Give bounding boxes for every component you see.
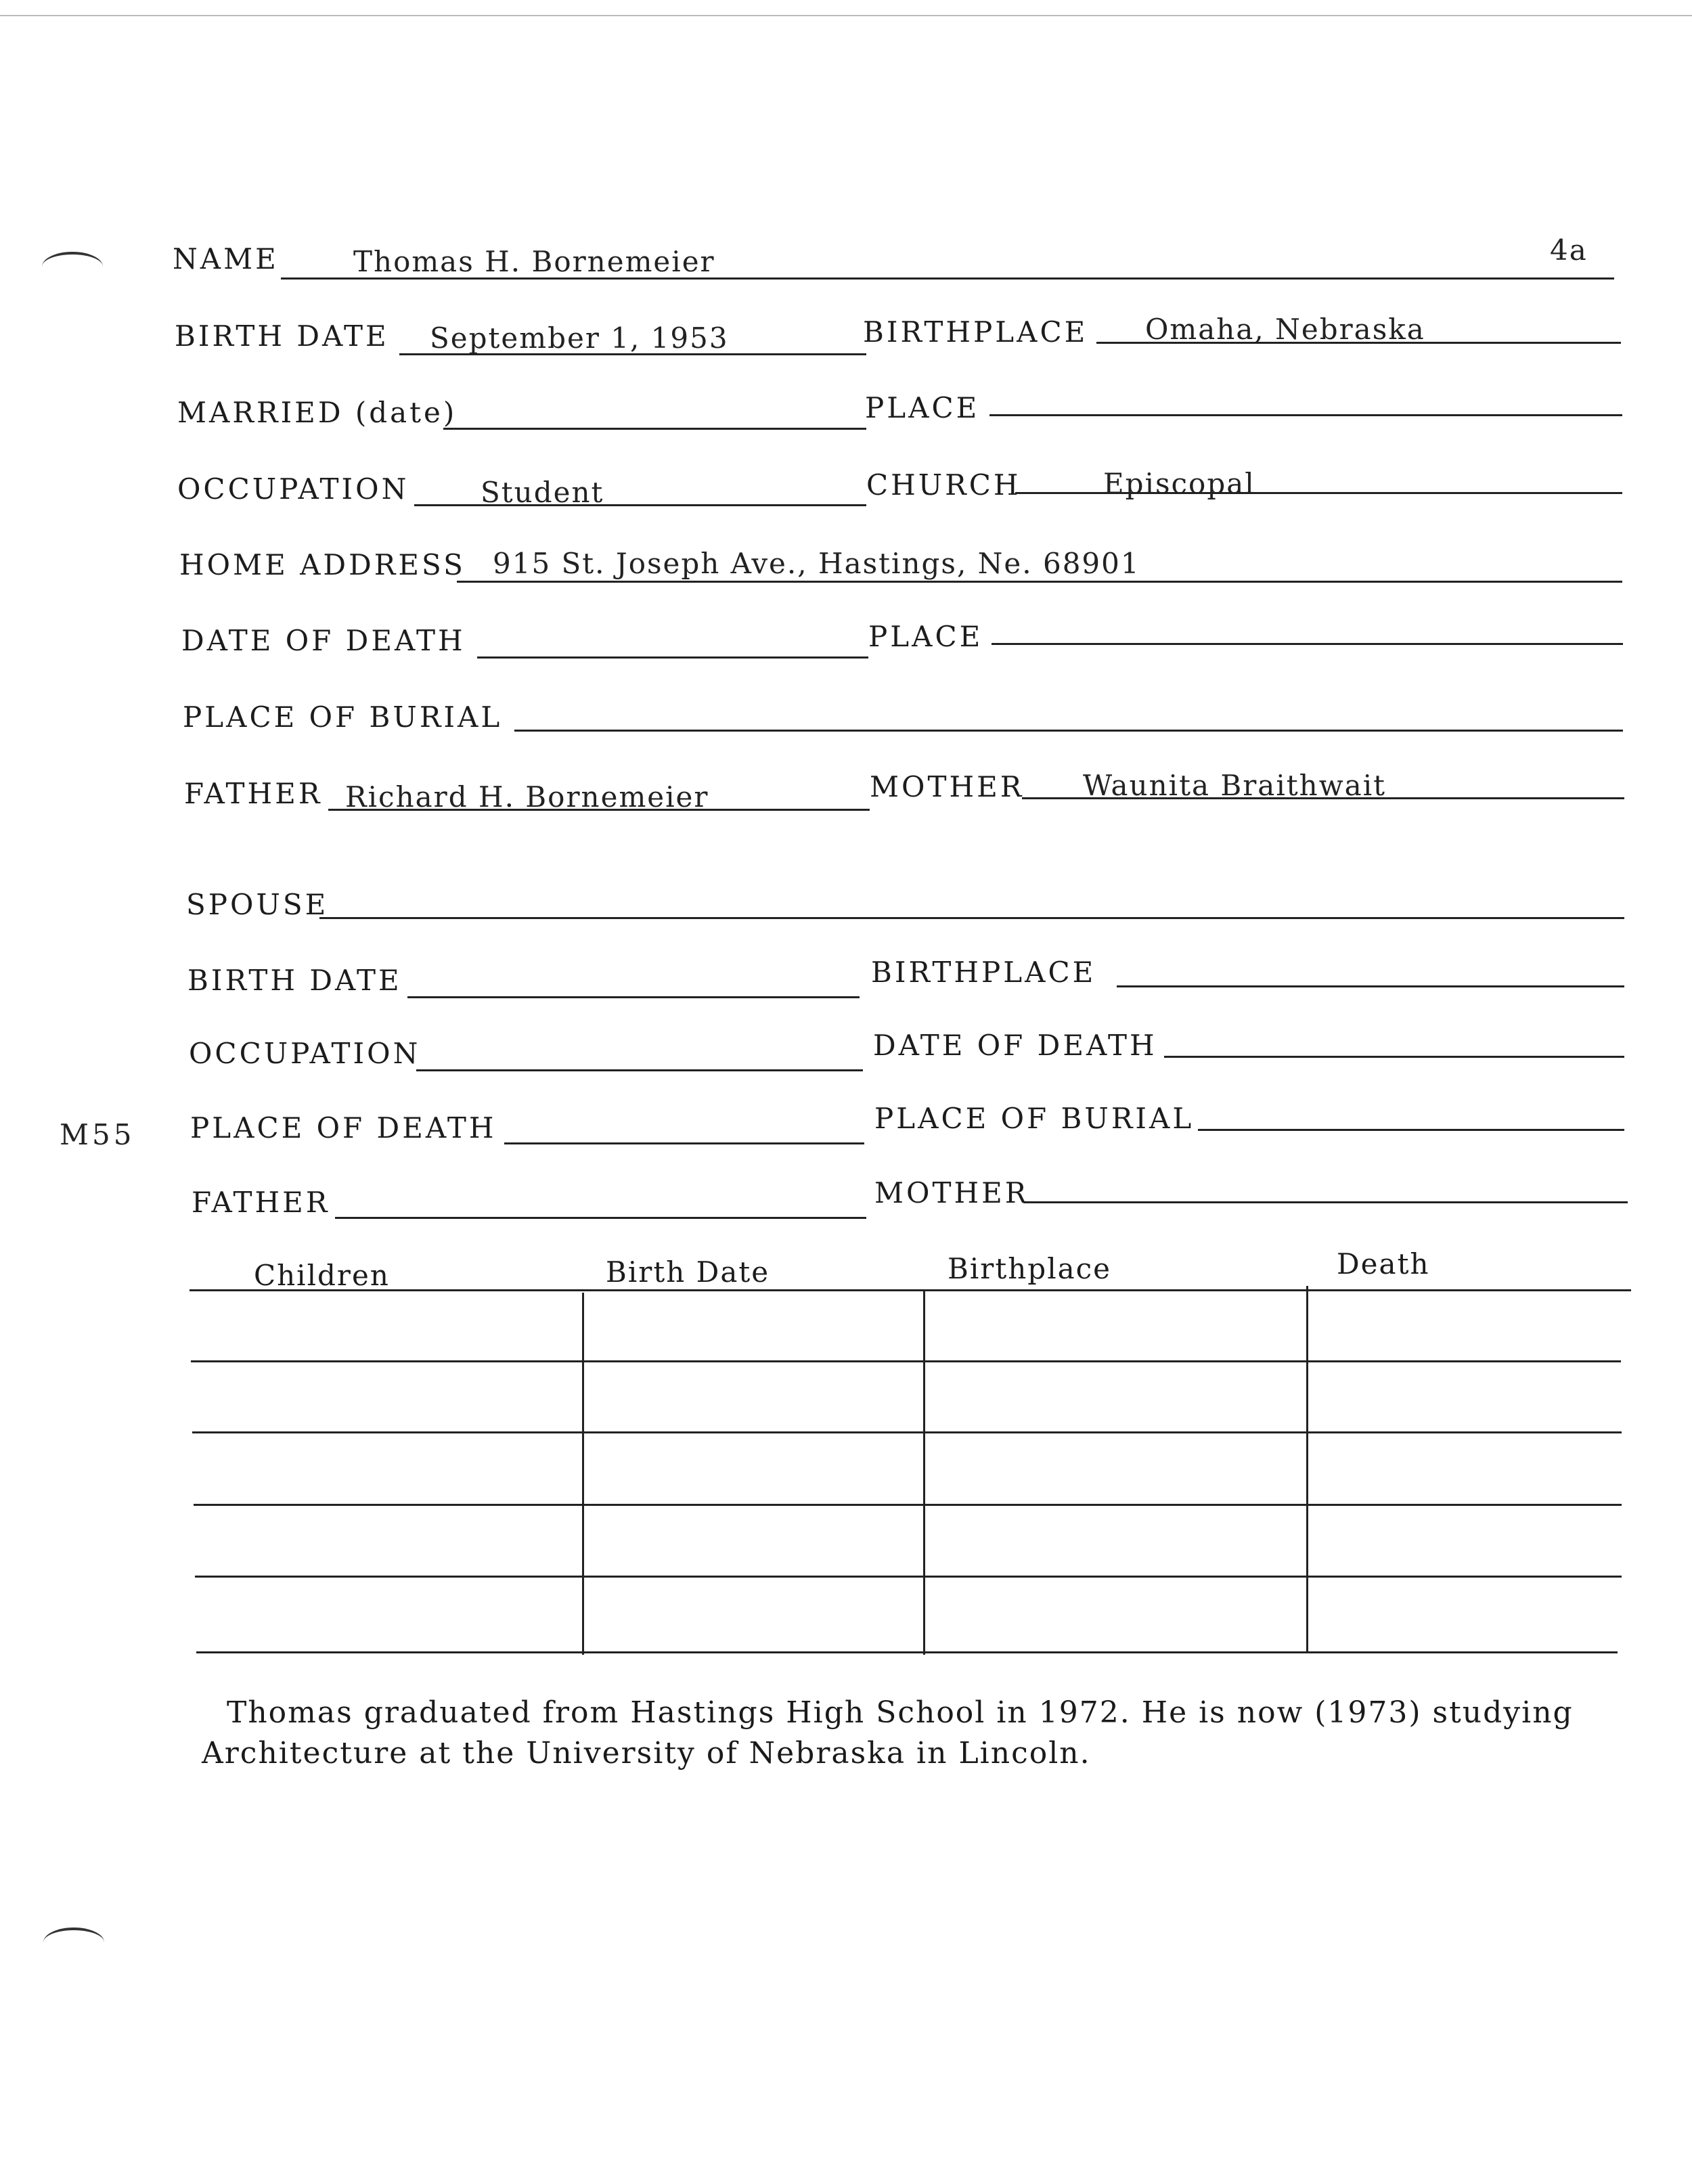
table-row-rule [191,1360,1621,1362]
married-place-line [989,414,1622,416]
church-label: CHURCH [866,468,1021,502]
place-of-burial-line [514,730,1623,732]
spouse-mother-label: MOTHER [874,1176,1029,1209]
spouse-line [319,917,1624,919]
spouse-date-of-death-label: DATE OF DEATH [873,1029,1157,1062]
page-number: 4a [1550,233,1588,267]
spouse-birth-date-label: BIRTH DATE [187,964,402,997]
table-row-rule [195,1576,1622,1578]
spouse-mother-line [1023,1201,1628,1203]
table-header-rule [190,1289,1631,1291]
table-column-rule [582,1293,584,1655]
father-label: FATHER [184,777,323,810]
table-row-rule [194,1504,1622,1506]
name-line [281,277,1614,280]
married-line [443,428,866,430]
married-place-label: PLACE [865,391,980,424]
occupation-label: OCCUPATION [177,472,409,506]
children-header: Children [254,1259,390,1292]
table-column-rule [1306,1286,1308,1651]
death-header: Death [1337,1247,1430,1280]
birth-date-line [399,353,866,355]
spouse-father-label: FATHER [192,1186,330,1219]
birthplace-header: Birthplace [948,1252,1112,1285]
death-place-line [992,643,1623,645]
father-value: Richard H. Bornemeier [345,780,709,814]
church-value: Episcopal [1103,467,1255,500]
spouse-occupation-label: OCCUPATION [189,1037,421,1070]
table-row-rule [196,1651,1618,1653]
occupation-value: Student [481,476,604,509]
birthplace-value: Omaha, Nebraska [1145,313,1425,346]
table-column-rule [923,1289,925,1655]
spouse-birth-date-line [407,996,860,998]
birthplace-line [1096,342,1621,344]
mother-line [1022,797,1624,799]
home-address-label: HOME ADDRESS [179,548,466,581]
margin-code: M55 [60,1118,135,1151]
date-of-death-label: DATE OF DEATH [181,624,466,657]
note-line-2: Architecture at the University of Nebraska in Lincoln. [202,1736,1091,1770]
punch-hole-bottom [43,1927,104,1957]
spouse-place-of-death-line [504,1142,864,1144]
church-line [1015,492,1622,494]
place-of-burial-label: PLACE OF BURIAL [183,700,503,734]
birth-date-value: September 1, 1953 [430,321,729,355]
spouse-date-of-death-line [1164,1056,1624,1058]
death-place-label: PLACE [868,620,983,653]
spouse-place-of-death-label: PLACE OF DEATH [190,1111,497,1144]
spouse-birthplace-label: BIRTHPLACE [871,956,1096,989]
date-of-death-line [477,656,868,659]
spouse-father-line [335,1217,866,1219]
page-top-edge [0,15,1692,16]
occupation-line [414,504,866,506]
birth-date-label: BIRTH DATE [175,319,389,353]
name-label: NAME [173,242,279,275]
table-row-rule [192,1431,1622,1433]
married-label: MARRIED (date) [177,396,458,429]
note-line-1: Thomas graduated from Hastings High School in 1972. He is now (1973) studying [227,1695,1574,1730]
spouse-label: SPOUSE [186,888,329,921]
mother-value: Waunita Braithwait [1083,769,1387,802]
punch-hole-top [42,252,103,282]
spouse-occupation-line [416,1069,863,1071]
spouse-birthplace-line [1117,985,1624,987]
father-line [328,809,870,811]
home-address-line [457,581,1622,583]
spouse-place-of-burial-label: PLACE OF BURIAL [874,1102,1195,1135]
mother-label: MOTHER [870,770,1025,803]
name-value: Thomas H. Bornemeier [353,245,715,278]
birth-date-header: Birth Date [606,1255,770,1289]
birthplace-label: BIRTHPLACE [863,315,1088,349]
spouse-place-of-burial-line [1198,1129,1624,1131]
home-address-value: 915 St. Joseph Ave., Hastings, Ne. 68901 [493,547,1140,580]
